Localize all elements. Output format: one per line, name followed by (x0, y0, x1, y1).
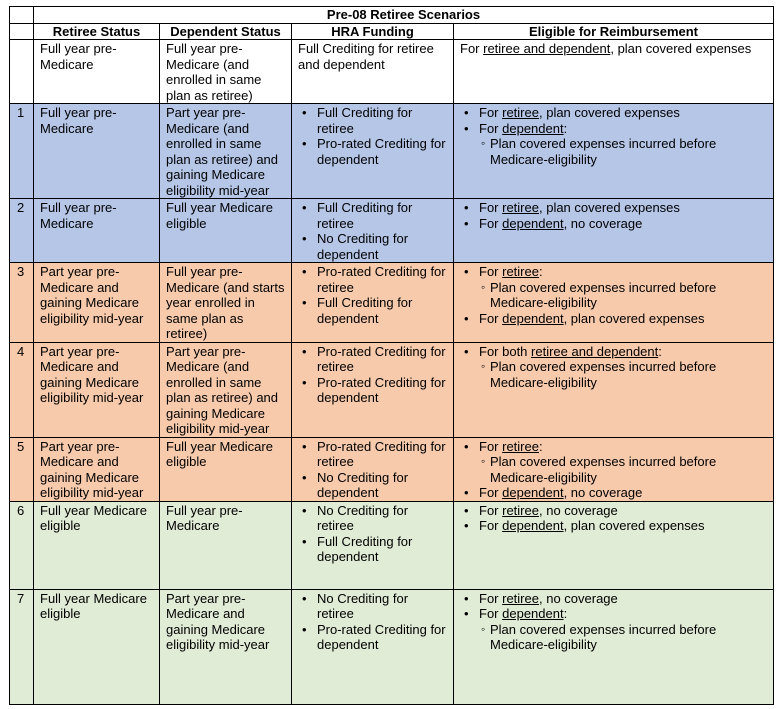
reimbursement-cell (454, 589, 774, 704)
reimbursement-cell (454, 263, 774, 343)
reimbursement-item (460, 264, 768, 311)
reimb-text: , plan covered expenses (563, 518, 705, 533)
reimb-text: , plan covered expenses (538, 105, 680, 120)
funding-item: • Pro-rated Crediting for dependent (298, 622, 448, 653)
reimb-text: For (479, 438, 503, 454)
funding-item: • Full Crediting for retiree (298, 200, 448, 231)
reimb-text: , plan covered expenses (610, 41, 752, 56)
scenario-row (10, 199, 774, 263)
scenario-row (10, 342, 774, 437)
reimbursement-item (460, 344, 768, 391)
reimbursement-cell (454, 40, 774, 104)
scenario-rows (10, 104, 774, 705)
reimbursement-item (460, 105, 768, 121)
funding-item: • Pro-rated Crediting for retiree (298, 344, 448, 375)
retiree-status-cell: Part year pre-Medicare and gaining Medicare eligibility mid-year (34, 263, 160, 343)
reimb-underline: dependent (502, 485, 564, 500)
retiree-status-cell: Part year pre-Medicare and gaining Medicare eligibility mid-year (34, 437, 160, 501)
reimbursement-item (460, 591, 768, 607)
reimb-text: : (538, 264, 543, 279)
reimbursement-list (460, 503, 768, 534)
reimb-underline: retiree (502, 264, 539, 279)
reimb-text: For (479, 215, 503, 231)
reimbursement-list (460, 105, 768, 167)
dependent-status-cell: Full year Medicare eligible (160, 199, 292, 263)
hra-funding-cell (292, 501, 454, 589)
reimbursement-list (460, 264, 768, 326)
scenario-row (10, 104, 774, 199)
scenario-row (10, 501, 774, 589)
reimbursement-item (460, 606, 768, 653)
reimbursement-item (460, 485, 768, 501)
reimb-text: For (479, 485, 503, 500)
funding-item: • No Crediting for retiree (298, 503, 448, 534)
row-number: 3 (10, 263, 34, 343)
reimbursement-item (460, 121, 768, 168)
reimb-underline: dependent (502, 120, 564, 136)
funding-list (298, 264, 448, 326)
reimb-text: , no coverage (563, 215, 643, 231)
reimb-underline: retiree (502, 200, 539, 215)
funding-list (298, 503, 448, 565)
dependent-status-cell: Full year Medicare eligible (160, 437, 292, 501)
reimb-text: , no coverage (563, 485, 643, 500)
row-number: 5 (10, 437, 34, 501)
reimbursement-sublist (479, 359, 768, 390)
reimb-underline: dependent (502, 310, 564, 326)
reimb-underline: dependent (502, 606, 564, 621)
reimb-text: For both (479, 343, 532, 359)
reimb-underline: retiree (502, 502, 539, 518)
retiree-status-cell: Full year pre-Medicare (34, 104, 160, 199)
reimb-text: For (479, 502, 503, 518)
column-header-hra-funding: HRA Funding (292, 24, 454, 40)
header-number-cell (10, 24, 34, 40)
reimb-text: : (563, 120, 568, 136)
hra-funding-cell (292, 589, 454, 704)
row-number: 4 (10, 342, 34, 437)
reimbursement-subitem: ◦ Plan covered expenses incurred before Medicare-eligibility (481, 622, 768, 653)
funding-item: • Pro-rated Crediting for dependent (298, 136, 448, 167)
reimb-underline: dependent (502, 215, 564, 231)
reimbursement-cell (454, 199, 774, 263)
funding-list (298, 200, 448, 262)
reimb-text: For (479, 518, 503, 533)
reimb-text: , no coverage (538, 590, 618, 606)
retiree-scenarios-table (9, 6, 774, 705)
funding-item: • Full Crediting for dependent (298, 295, 448, 326)
scenario-row (10, 437, 774, 501)
reimb-underline: dependent (502, 518, 564, 533)
reimb-text: For (479, 264, 503, 279)
reimbursement-list (460, 439, 768, 501)
reimb-text: , no coverage (538, 502, 618, 518)
reimbursement-item (460, 439, 768, 486)
reimbursement-sublist (479, 280, 768, 311)
retiree-status-cell: Full year pre-Medicare (34, 40, 160, 104)
baseline-row (10, 40, 774, 104)
reimbursement-subitem: ◦ Plan covered expenses incurred before Medicare-eligibility (481, 136, 768, 167)
funding-item: • No Crediting for dependent (298, 231, 448, 262)
dependent-status-cell: Part year pre-Medicare (and enrolled in same plan as retiree) and gaining Medicare eligibility mid-year (160, 104, 292, 199)
reimbursement-sublist (479, 622, 768, 653)
reimbursement-subitem: ◦ Plan covered expenses incurred before Medicare-eligibility (481, 454, 768, 485)
funding-item: • Full Crediting for dependent (298, 534, 448, 565)
reimbursement-item (460, 216, 768, 232)
corner-cell (10, 7, 34, 24)
row-number: 6 (10, 501, 34, 589)
reimbursement-item (460, 503, 768, 519)
reimb-text: For (479, 120, 503, 136)
reimb-underline: retiree (502, 590, 539, 606)
funding-item: • Pro-rated Crediting for retiree (298, 264, 448, 295)
reimbursement-item (460, 518, 768, 534)
column-header-dependent-status: Dependent Status (160, 24, 292, 40)
reimbursement-subitem: ◦ Plan covered expenses incurred before Medicare-eligibility (481, 280, 768, 311)
hra-funding-cell (292, 437, 454, 501)
reimb-underline: retiree (502, 105, 539, 120)
reimb-underline: retiree (502, 438, 539, 454)
reimb-text: For (479, 200, 503, 215)
table-title: Pre-08 Retiree Scenarios (34, 7, 774, 24)
reimbursement-cell (454, 501, 774, 589)
row-number: 2 (10, 199, 34, 263)
funding-item: • Full Crediting for retiree (298, 105, 448, 136)
reimbursement-list (460, 344, 768, 391)
reimb-text: For (479, 606, 503, 621)
funding-item: • Pro-rated Crediting for dependent (298, 375, 448, 406)
hra-funding-cell (292, 263, 454, 343)
reimbursement-item (460, 311, 768, 327)
retiree-status-cell: Full year pre-Medicare (34, 199, 160, 263)
reimbursement-cell (454, 104, 774, 199)
reimb-text: : (538, 438, 543, 454)
reimb-text: For (479, 310, 503, 326)
reimb-text: For (479, 590, 503, 606)
column-header-eligible-reimbursement: Eligible for Reimbursement (454, 24, 774, 40)
row-number (10, 40, 34, 104)
retiree-status-cell: Part year pre-Medicare and gaining Medicare eligibility mid-year (34, 342, 160, 437)
funding-list (298, 439, 448, 501)
hra-funding-cell (292, 104, 454, 199)
reimbursement-item (460, 200, 768, 216)
reimb-text: : (563, 606, 568, 621)
reimbursement-list (460, 591, 768, 653)
reimb-text: For (460, 41, 484, 56)
retiree-status-cell: Full year Medicare eligible (34, 501, 160, 589)
dependent-status-cell: Full year pre-Medicare (160, 501, 292, 589)
reimb-text: : (658, 343, 662, 359)
reimb-text: For (479, 105, 503, 120)
reimbursement-cell (454, 437, 774, 501)
hra-funding-cell (292, 199, 454, 263)
dependent-status-cell: Full year pre-Medicare (and starts year enrolled in same plan as retiree) (160, 263, 292, 343)
hra-funding-cell (292, 342, 454, 437)
scenario-row (10, 589, 774, 704)
funding-item: • Pro-rated Crediting for retiree (298, 439, 448, 470)
funding-item: • No Crediting for dependent (298, 470, 448, 501)
reimbursement-sublist (479, 454, 768, 485)
row-number: 1 (10, 104, 34, 199)
reimb-text: , plan covered expenses (538, 200, 680, 215)
dependent-status-cell: Part year pre-Medicare and gaining Medicare eligibility mid-year (160, 589, 292, 704)
hra-funding-cell: Full Crediting for retiree and dependent (292, 40, 454, 104)
reimbursement-sublist (479, 136, 768, 167)
funding-list (298, 591, 448, 653)
funding-list (298, 105, 448, 167)
funding-item: • No Crediting for retiree (298, 591, 448, 622)
scenario-row (10, 263, 774, 343)
reimb-underline: retiree and dependent (531, 343, 659, 359)
reimbursement-subitem: ◦ Plan covered expenses incurred before Medicare-eligibility (481, 359, 768, 390)
reimb-text: , plan covered expenses (563, 310, 705, 326)
reimbursement-list (460, 200, 768, 231)
column-header-retiree-status: Retiree Status (34, 24, 160, 40)
reimbursement-cell (454, 342, 774, 437)
row-number: 7 (10, 589, 34, 704)
dependent-status-cell: Full year pre-Medicare (and enrolled in same plan as retiree) (160, 40, 292, 104)
dependent-status-cell: Part year pre-Medicare (and enrolled in same plan as retiree) and gaining Medicare eligibility mid-year (160, 342, 292, 437)
funding-list (298, 344, 448, 406)
reimb-underline: retiree and dependent (483, 41, 611, 56)
retiree-status-cell: Full year Medicare eligible (34, 589, 160, 704)
